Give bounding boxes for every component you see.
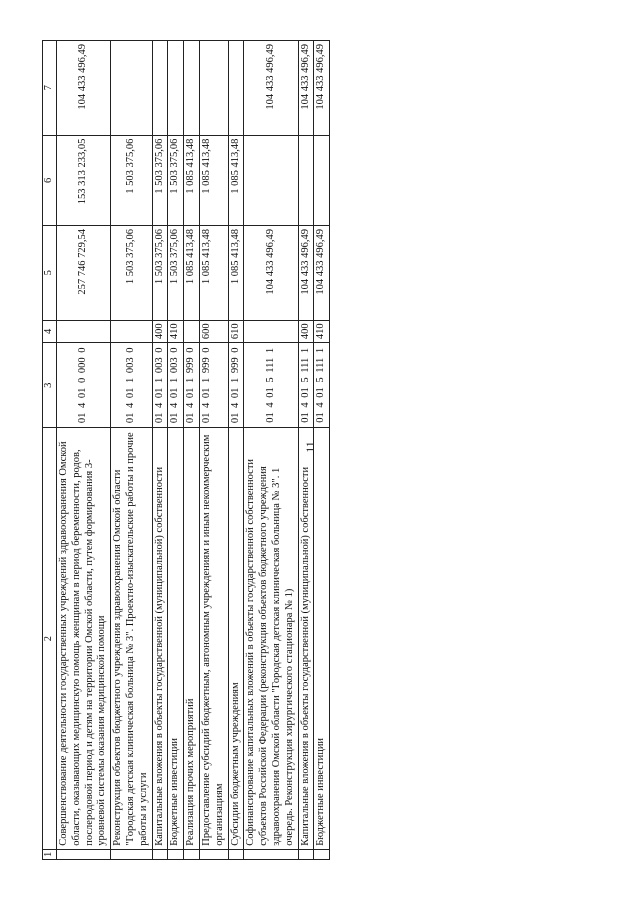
row-number [228,849,244,859]
row-name: Бюджетные инвестиции [314,428,330,849]
table-row [314,41,330,860]
row-value-7 [228,41,244,136]
row-kind [111,320,152,343]
row-kind: 400 [298,320,314,343]
row-value-5: 104 433 496,49 [298,226,314,321]
row-kind [184,320,200,343]
row-value-7 [199,41,228,136]
row-value-6: 1 085 413,48 [228,135,244,225]
row-name: Реконструкция объектов бюджетного учреждения здравоохранения Омской области "Городская детская клиническая больница № 3". Проектно-изыскательские работы и прочие работы и услуги [111,428,152,849]
row-name: Предоставление субсидий бюджетным, автономным учреждениям и иным некоммерческим организациям [199,428,228,849]
row-value-5: 1 085 413,48 [228,226,244,321]
row-kind: 610 [228,320,244,343]
row-code: 01 4 01 5 111 1 [314,343,330,428]
row-code: 01 4 01 1 999 0 [199,343,228,428]
row-kind: 410 [168,320,184,343]
row-number [57,849,111,859]
table-row [111,41,152,860]
row-code: 01 4 01 1 003 0 [111,343,152,428]
row-number [314,849,330,859]
row-name: Бюджетные инвестиции [168,428,184,849]
row-name: Реализация прочих мероприятий [184,428,200,849]
row-value-6: 1 503 375,06 [152,135,168,225]
row-name: Капитальные вложения в объекты государственной (муниципальной) собственности [298,428,314,849]
row-code: 01 4 01 5 111 1 [244,343,298,428]
row-number [199,849,228,859]
row-value-7: 104 433 496,49 [298,41,314,136]
table-row [152,41,168,860]
row-value-5: 257 746 729,54 [57,226,111,321]
row-number [111,849,152,859]
table-row [228,41,244,860]
row-number [184,849,200,859]
row-value-5: 1 085 413,48 [184,226,200,321]
header-col-7: 7 [43,41,57,136]
row-number [244,849,298,859]
row-value-6: 1 085 413,48 [184,135,200,225]
header-col-6: 6 [43,135,57,225]
row-value-6 [298,135,314,225]
row-value-5: 104 433 496,49 [314,226,330,321]
row-value-5: 1 503 375,06 [168,226,184,321]
page-number: 11 [303,441,317,453]
row-code: 01 4 01 0 000 0 [57,343,111,428]
row-value-5: 1 503 375,06 [111,226,152,321]
table-row [57,41,111,860]
header-row [43,41,57,860]
table-row [168,41,184,860]
row-kind: 400 [152,320,168,343]
row-number [152,849,168,859]
row-value-5: 104 433 496,49 [244,226,298,321]
row-value-7 [184,41,200,136]
row-value-7: 104 433 496,49 [57,41,111,136]
row-value-5: 1 085 413,48 [199,226,228,321]
row-number [168,849,184,859]
row-value-6: 1 503 375,06 [111,135,152,225]
table-row [298,41,314,860]
row-value-6: 153 313 233,05 [57,135,111,225]
header-col-5: 5 [43,226,57,321]
table-row [184,41,200,860]
row-name: Капитальные вложения в объекты государственной (муниципальной) собственности [152,428,168,849]
row-value-5: 1 503 375,06 [152,226,168,321]
row-name: Совершенствование деятельности государственных учреждений здравоохранения Омской области, оказывающих медицинскую помощь женщинам в период беременности, родов, послеродовой период и детям на территории Омской области, путем формирования 3-уровневой системы оказания медицинской помощи [57,428,111,849]
row-code: 01 4 01 1 003 0 [168,343,184,428]
header-col-3: 3 [43,343,57,428]
row-code: 01 4 01 1 999 0 [228,343,244,428]
row-code: 01 4 01 5 111 1 [298,343,314,428]
row-value-7 [111,41,152,136]
row-kind: 410 [314,320,330,343]
budget-table [42,40,330,860]
row-kind [57,320,111,343]
row-code: 01 4 01 1 003 0 [152,343,168,428]
row-value-6 [314,135,330,225]
row-kind: 600 [199,320,228,343]
row-value-6 [244,135,298,225]
row-value-7: 104 433 496,49 [244,41,298,136]
row-name: Субсидии бюджетным учреждениям [228,428,244,849]
row-code: 01 4 01 1 999 0 [184,343,200,428]
rotated-table-container [42,40,526,860]
row-kind [244,320,298,343]
row-value-6: 1 085 413,48 [199,135,228,225]
table-row [244,41,298,860]
table-row [199,41,228,860]
header-col-2: 2 [43,428,57,849]
header-col-1: 1 [43,849,57,859]
row-value-7 [152,41,168,136]
row-value-6: 1 503 375,06 [168,135,184,225]
header-col-4: 4 [43,320,57,343]
row-number [298,849,314,859]
row-value-7: 104 433 496,49 [314,41,330,136]
row-name: Софинансирование капитальных вложений в объекты государственной собственности субъектов Российской Федерации (реконструкция объектов бюджетного учреждения здравоохранения Омской области "Городская детская клиническая больница № 3". 1 очередь. Реконструкция хирургического стационара № 1) [244,428,298,849]
row-value-7 [168,41,184,136]
